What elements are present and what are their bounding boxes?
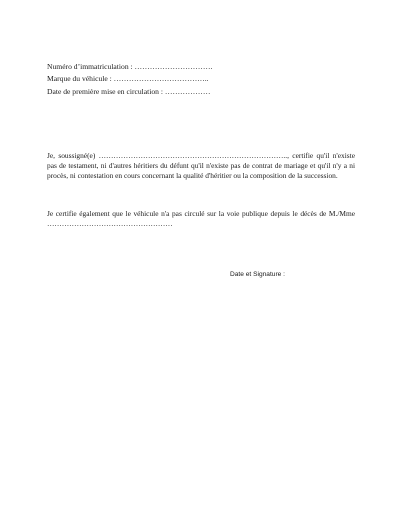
date-signature-label: Date et Signature : bbox=[230, 271, 285, 278]
heirs-certification-paragraph: Je, soussigné(e) ………………………………………………………………….., certifie qu'il n'existe pas de testament, ni d'autres héritiers du défunt qu'il n'existe pas de contrat de mariage et qu'il n'y a ni procès, ni contestation en cours concernant la qualité d'héritier ou la composition de la succession. bbox=[47, 151, 355, 181]
registration-number-line: Numéro d’immatriculation : …………………………. bbox=[47, 62, 213, 71]
vehicle-brand-line: Marque du véhicule : ……………………………….. bbox=[47, 74, 209, 84]
vehicle-not-driven-paragraph: Je certifie également que le véhicule n'a pas circulé sur la voie publique depuis le décès de M./Mme …………………………………………… bbox=[47, 209, 355, 229]
first-registration-date-line: Date de première mise en circulation : ……………… bbox=[47, 86, 211, 96]
vehicle-info-block bbox=[47, 61, 367, 98]
